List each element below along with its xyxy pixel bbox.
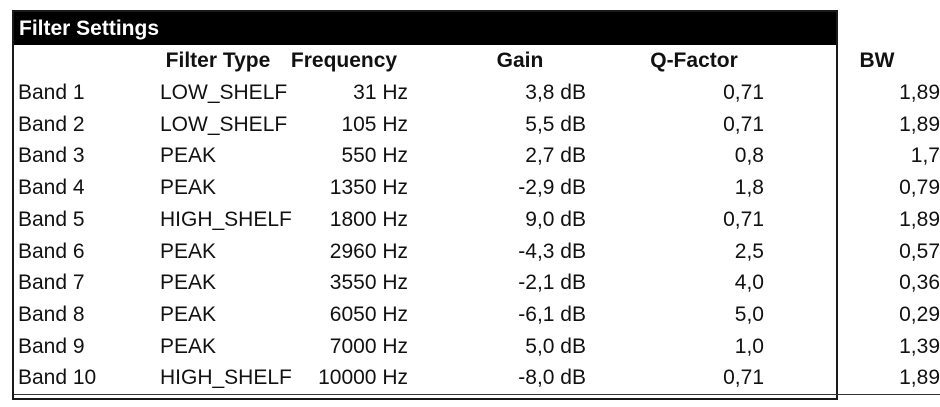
cell-filter-type: HIGH_SHELF (160, 207, 292, 231)
table-row (14, 109, 940, 141)
cell-band: Band 1 (18, 81, 85, 104)
cell-gain: -2,1 dB (518, 271, 586, 295)
cell-bw: 1,89 (764, 362, 940, 394)
cell-filter-type: PEAK (160, 334, 217, 358)
cell-filter-type: HIGH_SHELF (158, 362, 278, 394)
cell-gain: -6,1 dB (518, 302, 586, 326)
table-row (14, 140, 940, 172)
filter-settings-table (12, 10, 940, 400)
table-row (14, 267, 940, 299)
header-row (14, 45, 940, 77)
cell-frequency: 7000 Hz (329, 334, 408, 358)
cell-gain: 9,0 dB (525, 207, 586, 231)
cell-q-factor: 1,8 (734, 176, 764, 200)
cell-q-factor: 0,8 (734, 144, 764, 168)
cell-frequency: 10000 Hz (278, 362, 410, 394)
cell-q-factor: 4,0 (734, 271, 764, 295)
cell-q-factor: 0,71 (590, 362, 764, 394)
cell-bw: 1,89 (899, 112, 940, 136)
cell-gain: 5,5 dB (525, 112, 586, 136)
cell-frequency: 1800 Hz (329, 207, 408, 231)
cell-filter-type: PEAK (160, 144, 217, 168)
column-header-filter-type: Filter Type (165, 49, 271, 72)
cell-band: Band 9 (18, 334, 85, 358)
filter-grid (14, 45, 940, 395)
cell-bw: 0,29 (899, 302, 940, 326)
cell-filter-type: PEAK (160, 302, 217, 326)
cell-band: Band 8 (18, 302, 85, 326)
cell-bw: 1,89 (899, 81, 940, 104)
cell-q-factor: 0,71 (723, 207, 764, 231)
cell-frequency: 31 Hz (353, 81, 408, 104)
cell-bw: 0,36 (899, 271, 940, 295)
cell-frequency: 105 Hz (341, 112, 408, 136)
cell-band: Band 10 (14, 362, 158, 394)
cell-band: Band 2 (18, 112, 85, 136)
table-row (14, 172, 940, 204)
cell-filter-type: LOW_SHELF (160, 112, 288, 136)
cell-gain: -4,3 dB (518, 239, 586, 263)
cell-q-factor: 0,71 (723, 112, 764, 136)
cell-bw: 1,89 (899, 207, 940, 231)
cell-bw: 0,79 (899, 176, 940, 200)
cell-q-factor: 0,71 (723, 81, 764, 104)
cell-q-factor: 2,5 (734, 239, 764, 263)
cell-band: Band 5 (18, 207, 85, 231)
cell-filter-type: PEAK (160, 176, 217, 200)
cell-bw: 0,57 (899, 239, 940, 263)
column-header-frequency: Frequency (290, 49, 398, 72)
cell-filter-type: LOW_SHELF (160, 81, 288, 104)
cell-filter-type: PEAK (160, 271, 217, 295)
cell-q-factor: 1,0 (734, 334, 764, 358)
cell-frequency: 3550 Hz (329, 271, 408, 295)
cell-band: Band 3 (18, 144, 85, 168)
cell-band: Band 6 (18, 239, 85, 263)
table-row (14, 362, 940, 394)
cell-gain: -2,9 dB (518, 176, 586, 200)
cell-gain: 3,8 dB (525, 81, 586, 104)
cell-band: Band 4 (18, 176, 85, 200)
table-row (14, 299, 940, 331)
table-row (14, 77, 940, 109)
column-header-q-factor: Q-Factor (650, 49, 738, 72)
column-header-bw: BW (859, 49, 895, 72)
table-row (14, 236, 940, 268)
table-row (14, 204, 940, 236)
column-header-band (14, 45, 158, 77)
cell-gain: -8,0 dB (410, 362, 590, 394)
cell-frequency: 2960 Hz (329, 239, 408, 263)
cell-filter-type: PEAK (160, 239, 217, 263)
cell-frequency: 1350 Hz (329, 176, 408, 200)
cell-frequency: 550 Hz (341, 144, 408, 168)
table-title: Filter Settings (14, 12, 836, 45)
cell-band: Band 7 (18, 271, 85, 295)
table-row (14, 331, 940, 363)
cell-q-factor: 5,0 (734, 302, 764, 326)
cell-gain: 2,7 dB (525, 144, 586, 168)
cell-gain: 5,0 dB (525, 334, 586, 358)
cell-frequency: 6050 Hz (329, 302, 408, 326)
cell-bw: 1,7 (910, 144, 940, 168)
cell-bw: 1,39 (899, 334, 940, 358)
column-header-gain: Gain (496, 49, 544, 72)
